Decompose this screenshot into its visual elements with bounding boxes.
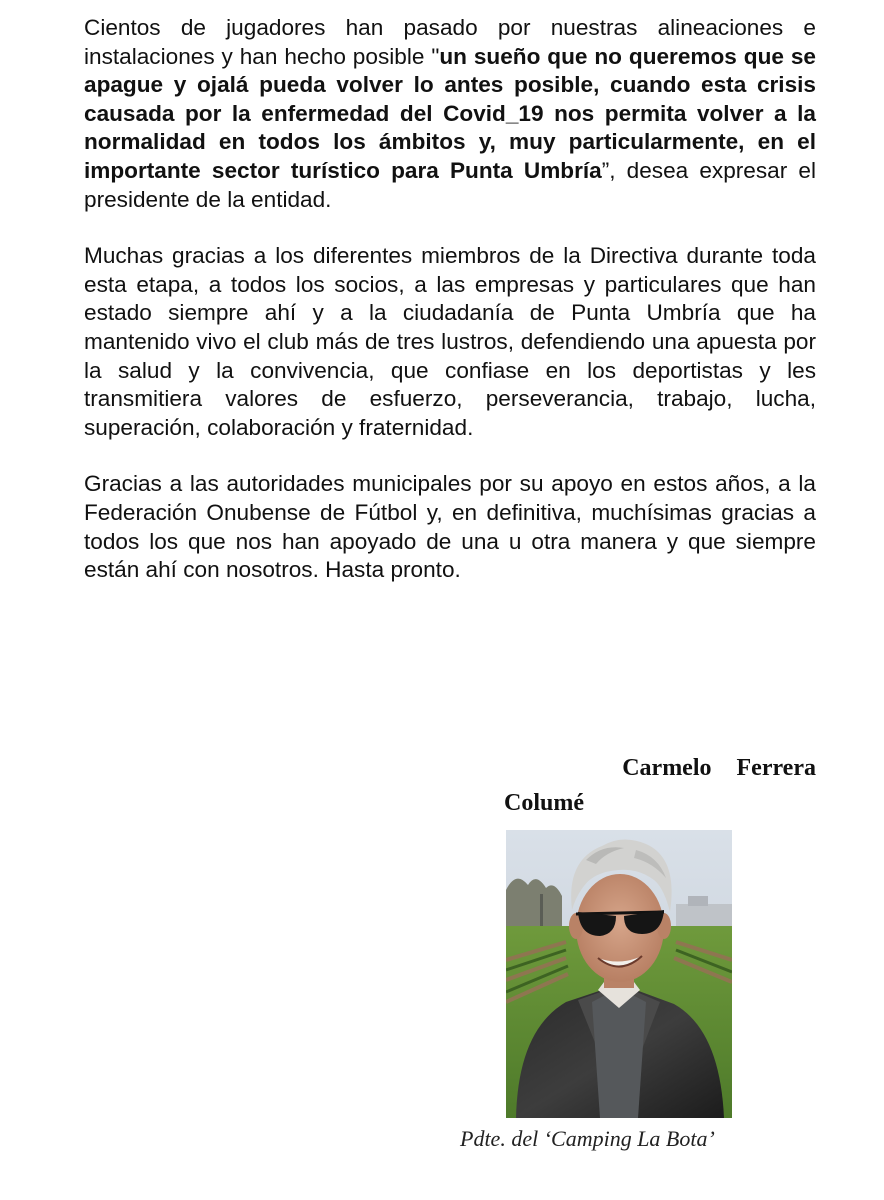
paragraph-1-quote: un sueño que no queremos que se apague y ojalá pueda volver lo antes posible, cuando esta crisis causada por la enfermedad del Covid_19 nos permita volver a la normalidad en todos los ámbitos y, muy particularmente, en el importante sector turístico para Punta Umbría	[84, 43, 816, 183]
paragraph-1-intro: Cientos de jugadores han pasado por nuestras alineaciones e instalaciones y han hecho posible "	[84, 15, 816, 69]
signature-block	[504, 751, 816, 821]
letter-body	[84, 14, 816, 613]
paragraph-1	[84, 14, 816, 214]
paragraph-3: Gracias a las autoridades municipales por su apoyo en estos años, a la Federación Onubense de Fútbol y, en definitiva, muchísimas gracias a todos los que nos han apoyado de una u otra manera y que siempre están ahí con nosotros. Hasta pronto.	[84, 471, 816, 583]
paragraph-1-outro: ”, desea expresar el presidente de la entidad.	[84, 157, 816, 212]
photo-caption: Pdte. del ‘Camping La Bota’	[460, 1126, 715, 1151]
paragraph-2: Muchas gracias a los diferentes miembros de la Directiva durante toda esta etapa, a todos los socios, a las empresas y particulares que han estado siempre ahí y a la ciudadanía de Punta Umbría que ha mantenido vivo el club más de tres lustros, defendiendo una apuesta por la salud y la convivencia, que confiase en los deportistas y les transmitiera valores de esfuerzo, perseverancia, trabajo, lucha, superación, colaboración y fraternidad.	[84, 243, 816, 440]
signature-line-1	[504, 751, 816, 786]
signature-first-name: Carmelo	[622, 755, 712, 781]
signature-middle-name: Ferrera	[736, 755, 816, 781]
signature-last-name: Columé	[504, 790, 584, 816]
president-portrait-photo	[506, 830, 732, 1118]
